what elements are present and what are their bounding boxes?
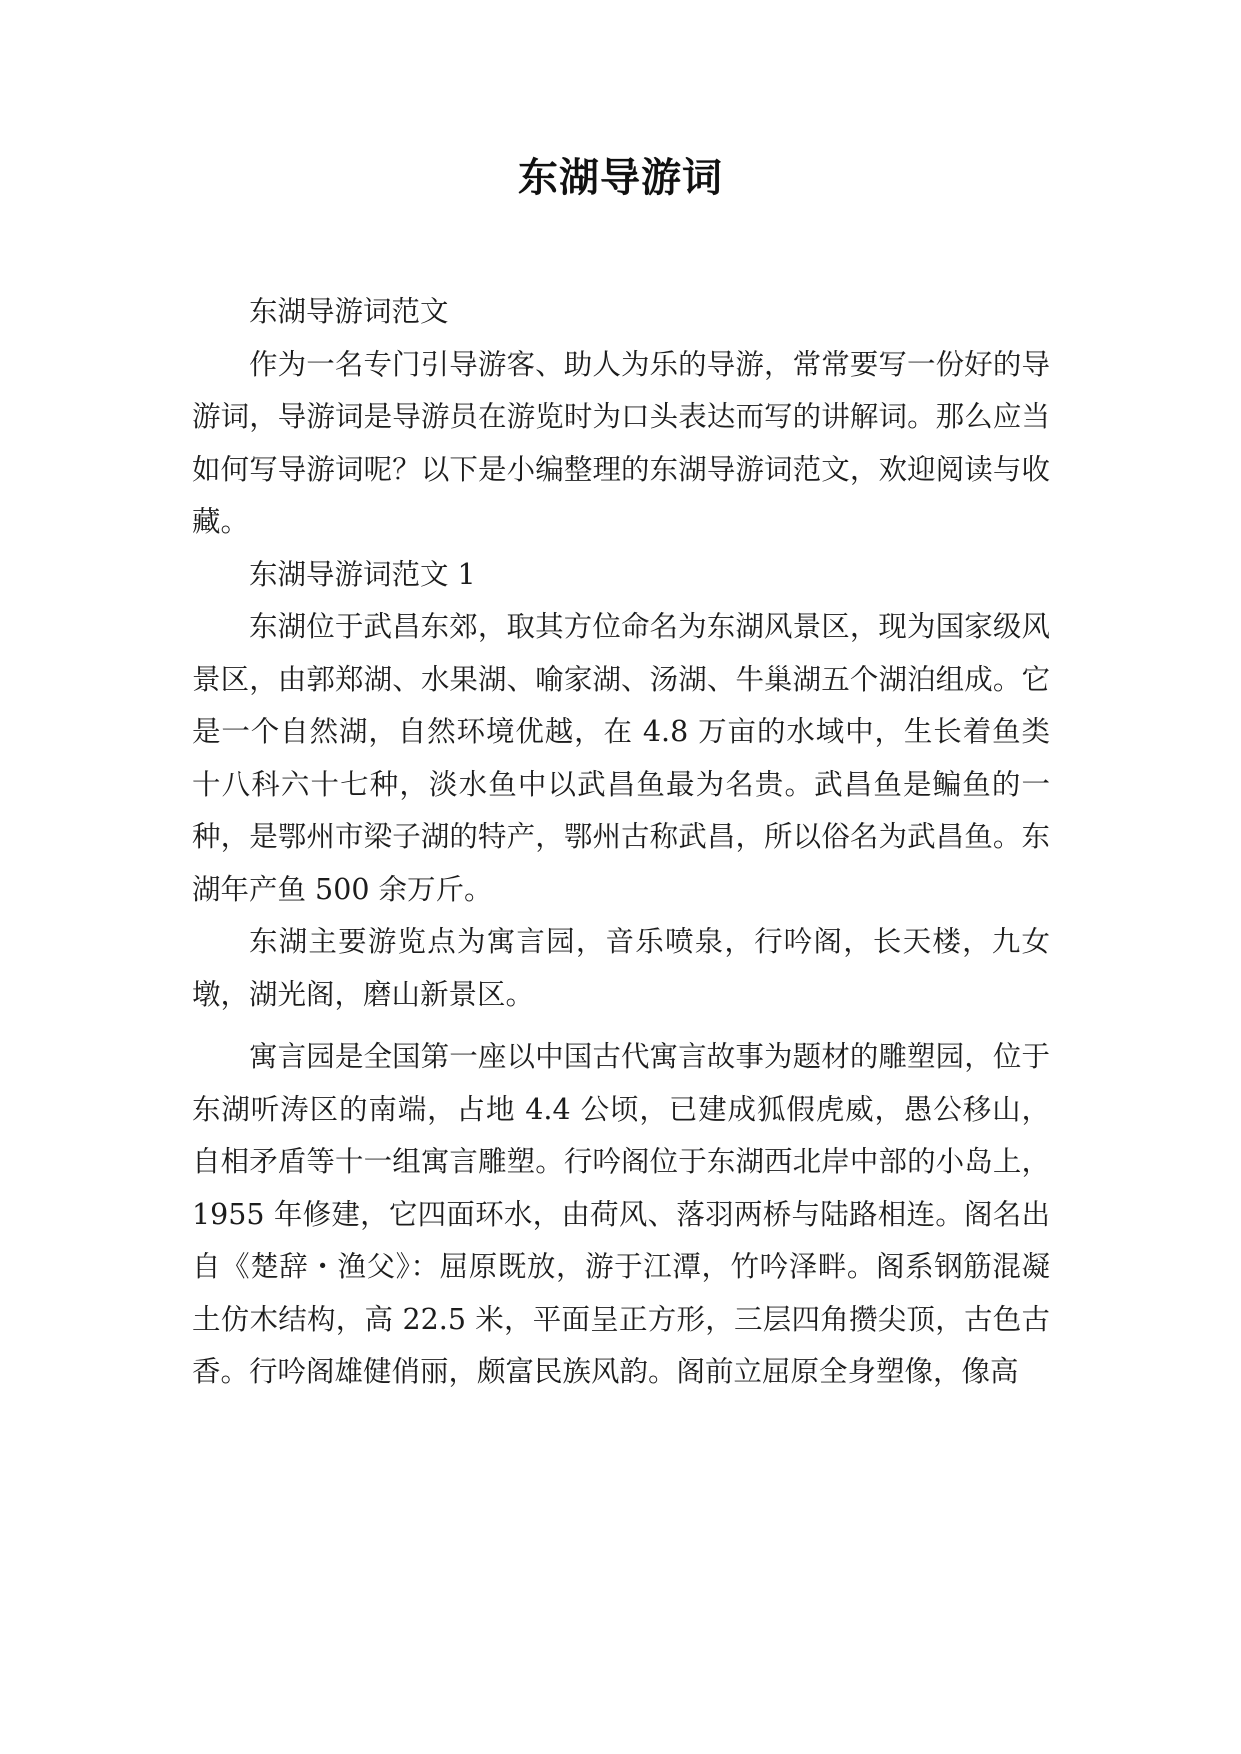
document-title: 东湖导游词 — [518, 155, 723, 201]
document-body — [192, 286, 1050, 1399]
paragraph-fable-garden: 寓言园是全国第一座以中国古代寓言故事为题材的雕塑园，位于东湖听涛区的南端，占地 4.4 公顷，已建成狐假虎威，愚公移山，自相矛盾等十一组寓言雕塑。行吟阁位于东湖西北岸中部的小岛上，1955 年修建，它四面环水，由荷风、落羽两桥与陆路相连。阁名出自《楚辞・渔父》：屈原既放，游于江潭，竹吟泽畔。阁系钢筋混凝土仿木结构，高 22.5 米，平面呈正方形，三层四角攒尖顶，古色古香。行吟阁雄健俏丽，颇富民族风韵。阁前立屈原全身塑像，像高 — [192, 1040, 1050, 1388]
paragraph-intro: 作为一名专门引导游客、助人为乐的导游，常常要写一份好的导游词，导游词是导游员在游览时为口头表达而写的讲解词。那么应当如何写导游词呢？以下是小编整理的东湖导游词范文，欢迎阅读与收藏。 — [192, 347, 1050, 538]
paragraph-section-heading: 东湖导游词范文 1 — [249, 557, 476, 591]
paragraph-subtitle: 东湖导游词范文 — [249, 295, 449, 328]
paragraph-attractions: 东湖主要游览点为寓言园，音乐喷泉，行吟阁，长天楼，九女墩，湖光阁，磨山新景区。 — [192, 925, 1050, 1011]
paragraph-location: 东湖位于武昌东郊，取其方位命名为东湖风景区，现为国家级风景区，由郭郑湖、水果湖、喻家湖、汤湖、牛巢湖五个湖泊组成。它是一个自然湖，自然环境优越，在 4.8 万亩的水域中，生长着鱼类十八科六十七种，淡水鱼中以武昌鱼最为名贵。武昌鱼是鳊鱼的一种，是鄂州市梁子湖的特产，鄂州古称武昌，所以俗名为武昌鱼。东湖年产鱼 500 余万斤。 — [192, 610, 1050, 906]
